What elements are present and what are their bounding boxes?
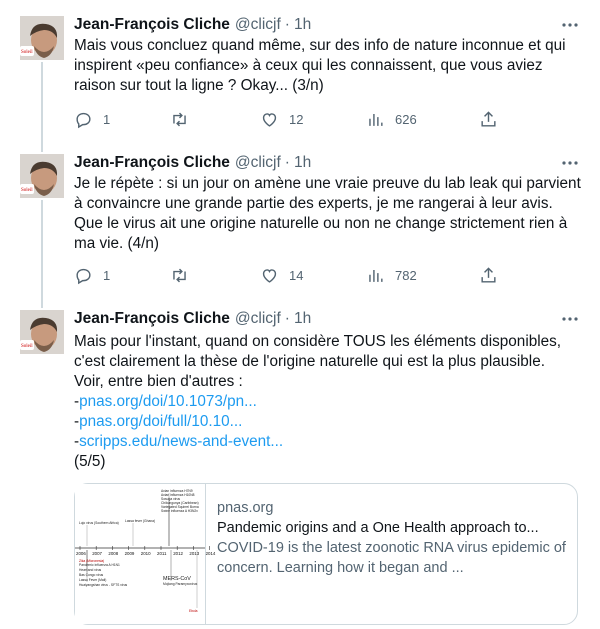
timeline-event-label: Lassa Fever (Mali): [79, 578, 107, 582]
retweet-button[interactable]: [170, 107, 199, 131]
retweet-icon: [170, 266, 189, 285]
timestamp[interactable]: 1h: [293, 154, 312, 171]
timeline-year-label: 2007: [92, 551, 102, 556]
timeline-year-label: 2010: [140, 551, 151, 556]
card-description: COVID-19 is the latest zoonotic RNA virus epidemic of concern. Learning how it began and ...: [217, 540, 566, 576]
tweet-header: [74, 152, 582, 174]
more-icon[interactable]: [558, 152, 582, 174]
separator: ·: [284, 16, 290, 33]
author-handle[interactable]: @clicjf: [234, 154, 281, 171]
tweet-text: Mais vous concluez quand même, sur des info de nature inconnue et qui inspirent «peu confiance» à ceux qui les connaissent, que vous aviez raison sur tout la ligne ? Okay... (3/n): [74, 37, 566, 94]
timeline-event-label: Zika (Micronesia): [79, 559, 105, 563]
heart-icon: [260, 110, 279, 129]
views-button[interactable]: [366, 263, 417, 287]
link-preview-card[interactable]: [74, 483, 578, 625]
timeline-event-label: Lujo virus (Southern Africa): [79, 521, 119, 525]
timeline-event-label: Sosuga virus: [161, 497, 181, 501]
like-button[interactable]: [260, 263, 303, 287]
text-line: c'est clairement la thèse de l'origine naturelle qui est la plus plausible.: [74, 353, 545, 370]
timeline-event-label: Bas Congo virus: [79, 573, 104, 577]
reply-count: 1: [103, 267, 111, 283]
avatar[interactable]: [20, 16, 64, 60]
tweet-text: [74, 332, 584, 472]
author-name[interactable]: Jean-François Cliche: [74, 154, 230, 171]
timeline-year-label: 2012: [173, 551, 183, 556]
view-count: 626: [395, 111, 417, 127]
like-count: 12: [289, 111, 304, 127]
timeline-event-label: Lassa fever (Ghana): [125, 519, 156, 523]
more-icon[interactable]: [558, 308, 582, 330]
timeline-event-label: Heartland virus: [79, 568, 102, 572]
reply-button[interactable]: [74, 263, 110, 287]
link-pnas-1[interactable]: pnas.org/doi/10.1073/pn...: [79, 393, 257, 410]
timeline-year-label: 2014: [205, 551, 216, 556]
views-icon: [366, 266, 385, 285]
timeline-event-label: Huaiyangshan virus - SFTS virus: [79, 583, 128, 587]
link-line: -pnas.org/doi/10.1073/pn...: [74, 393, 257, 410]
timeline-year-label: 2013: [189, 551, 200, 556]
share-icon: [479, 110, 498, 129]
card-thumbnail: [75, 484, 216, 624]
timeline-year-label: 2009: [124, 551, 135, 556]
timeline-event-label: Chikungunya (Caribbean): [161, 501, 199, 505]
avatar-badge: Soleil: [21, 344, 33, 349]
reply-button[interactable]: [74, 107, 110, 131]
view-count: 782: [395, 267, 417, 283]
timeline-year-label: 2006: [76, 551, 86, 556]
tweet-header: [74, 308, 582, 330]
share-button[interactable]: [479, 263, 498, 287]
reply-count: 1: [103, 111, 111, 127]
timeline-event-label: Mojiang Paramyxovirus: [163, 582, 198, 586]
link-line: -scripps.edu/news-and-event...: [74, 433, 284, 450]
separator: ·: [284, 154, 290, 171]
author-name[interactable]: Jean-François Cliche: [74, 16, 230, 33]
timeline-year-label: 2011: [157, 551, 167, 556]
link-scripps[interactable]: scripps.edu/news-and-event...: [79, 433, 284, 450]
timeline-event-label: Swine influenza A H3N2v: [161, 509, 198, 513]
tweet-header: [74, 14, 582, 36]
more-icon[interactable]: [558, 14, 582, 36]
like-count: 14: [289, 267, 304, 283]
reply-icon: [74, 266, 93, 285]
text-line: Mais pour l'instant, quand on considère TOUS les éléments disponibles,: [74, 333, 562, 350]
timestamp[interactable]: 1h: [293, 16, 312, 33]
timestamp[interactable]: 1h: [293, 310, 312, 327]
timeline-figure: [75, 484, 216, 624]
card-title: Pandemic origins and a One Health approach to...: [217, 520, 539, 536]
share-icon: [479, 266, 498, 285]
tweet[interactable]: [0, 16, 600, 136]
tweet-text: Je le répète : si un jour on amène une vraie preuve du lab leak qui parvient à convaincre une grande partie des experts, je me rangerai à leur avis. Que le virus ait une origine naturelle ou non ne change strictement rien à ma vie. (4/n): [74, 175, 581, 252]
tweet-actions: [74, 107, 504, 131]
tweet-actions: [74, 263, 504, 287]
card-text: [217, 498, 567, 578]
tweet[interactable]: [0, 154, 600, 294]
avatar[interactable]: [20, 154, 64, 198]
reply-icon: [74, 110, 93, 129]
timeline-event-label: Avian influenza H10N8: [161, 493, 195, 497]
retweet-icon: [170, 110, 189, 129]
views-icon: [366, 110, 385, 129]
author-handle[interactable]: @clicjf: [234, 310, 281, 327]
card-domain: pnas.org: [217, 500, 274, 516]
views-button[interactable]: [366, 107, 417, 131]
author-name[interactable]: Jean-François Cliche: [74, 310, 230, 327]
timeline-year-label: 2008: [108, 551, 119, 556]
retweet-button[interactable]: [170, 263, 199, 287]
timeline-event-label: MERS-CoV: [163, 576, 191, 582]
avatar-badge: Soleil: [21, 188, 33, 193]
thread-counter: (5/5): [74, 453, 106, 470]
heart-icon: [260, 266, 279, 285]
like-button[interactable]: [260, 107, 303, 131]
avatar-badge: Soleil: [21, 50, 33, 55]
separator: ·: [284, 310, 290, 327]
timeline-event-label: Ebola: [189, 609, 198, 613]
text-line: Voir, entre bien d'autres :: [74, 373, 243, 390]
avatar[interactable]: [20, 310, 64, 354]
link-line: -pnas.org/doi/full/10.10...: [74, 413, 243, 430]
link-pnas-2[interactable]: pnas.org/doi/full/10.10...: [79, 413, 243, 430]
timeline-event-label: Pandemic influenza A H1N1: [79, 563, 120, 567]
share-button[interactable]: [479, 107, 498, 131]
timeline-event-label: Variegated Squirrel Borna: [161, 505, 199, 509]
author-handle[interactable]: @clicjf: [234, 16, 281, 33]
timeline-event-label: Avian influenza H7N9: [161, 489, 193, 493]
